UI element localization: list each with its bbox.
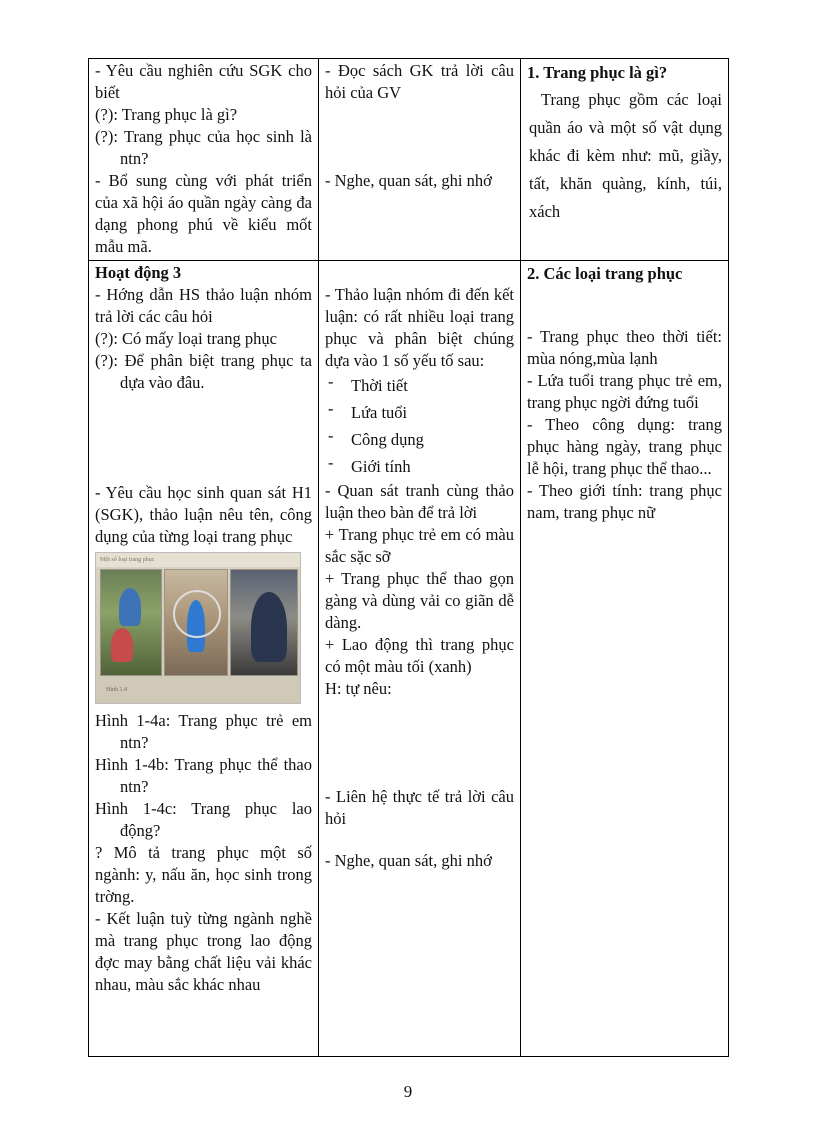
clothing-photo <box>95 552 301 704</box>
list-item: - Thời tiết <box>325 372 514 399</box>
student-text: - Quan sát tranh cùng thảo luận theo bàn để trả lời <box>325 481 514 522</box>
photo-header-strip: Một số loại trang phục <box>96 553 301 567</box>
photo-panel-children <box>100 569 162 676</box>
activity-heading: Hoạt động 3 <box>95 263 182 282</box>
table-row <box>89 261 729 1057</box>
student-text: + Lao động thì trang phục có một màu tối (xanh) <box>325 635 514 676</box>
lesson-table <box>88 58 729 1057</box>
photo-caption: Hình 1.4 <box>106 687 127 693</box>
student-text: - Nghe, quan sát, ghi nhớ <box>325 171 492 190</box>
student-cell <box>319 261 521 1057</box>
list-item: - Công dụng <box>325 426 514 453</box>
teacher-text: - Bổ sung cùng với phát triển của xã hội áo quần ngày càng đa dạng phong phú về kiểu mốt mẫu mã. <box>95 171 312 256</box>
content-item: - Trang phục theo thời tiết: mùa nóng,mùa lạnh <box>527 327 722 368</box>
student-text: H: tự nêu: <box>325 679 392 698</box>
student-text: - Đọc sách GK trả lời câu hỏi của GV <box>325 61 514 102</box>
content-cell <box>521 59 729 261</box>
teacher-question: Hình 1-4c: Trang phục lao động? <box>95 799 312 840</box>
content-item: - Theo công dụng: trang phục hàng ngày, trang phục lễ hội, trang phục thể thao... <box>527 415 722 478</box>
teacher-question: (?): Trang phục của học sinh là ntn? <box>95 127 312 168</box>
section-title: 2. Các loại trang phục <box>527 264 683 283</box>
teacher-cell <box>89 59 319 261</box>
teacher-text: - Yêu cầu học sinh quan sát H1 (SGK), thảo luận nêu tên, công dụng của từng loại trang phục <box>95 483 312 546</box>
teacher-question: Hình 1-4b: Trang phục thể thao ntn? <box>95 755 312 796</box>
student-text: + Trang phục trẻ em có màu sắc sặc sỡ <box>325 525 514 566</box>
content-cell <box>521 261 729 1057</box>
photo-panel-work <box>230 569 298 676</box>
teacher-question: (?): Trang phục là gì? <box>95 105 238 124</box>
student-text: - Nghe, quan sát, ghi nhớ <box>325 851 492 870</box>
factor-list <box>325 372 514 480</box>
section-body: Trang phục gồm các loại quần áo và một số vật dụng khác đi kèm như: mũ, giầy, tất, khăn quàng, kính, túi, xách <box>529 90 722 221</box>
student-text: + Trang phục thể thao gọn gàng và dùng vải co giãn dễ dàng. <box>325 569 514 632</box>
teacher-text: - Hớng dẫn HS thảo luận nhóm trả lời các câu hỏi <box>95 285 312 326</box>
student-cell <box>319 59 521 261</box>
teacher-question: Hình 1-4a: Trang phục trẻ em ntn? <box>95 711 312 752</box>
photo-panel-sports <box>164 569 228 676</box>
teacher-question: (?): Để phân biệt trang phục ta dựa vào đâu. <box>95 351 312 392</box>
page-number: 9 <box>403 1082 413 1101</box>
content-item: - Lứa tuổi trang phục trẻ em, trang phục ngời đứng tuổi <box>527 371 722 412</box>
teacher-cell <box>89 261 319 1057</box>
section-title: 1. Trang phục là gì? <box>527 63 668 82</box>
student-text: - Thảo luận nhóm đi đến kết luận: có rất nhiều loại trang phục và phân biệt chúng dựa vào 1 số yếu tố sau: <box>325 285 514 370</box>
teacher-question: ? Mô tả trang phục một số ngành: y, nấu ăn, học sinh trong trờng. <box>95 843 312 906</box>
student-text: - Liên hệ thực tế trả lời câu hỏi <box>325 787 514 828</box>
content-item: - Theo giới tính: trang phục nam, trang phục nữ <box>527 481 722 522</box>
list-item: - Giới tính <box>325 453 514 480</box>
table-row <box>89 59 729 261</box>
teacher-text: - Yêu cầu nghiên cứu SGK cho biết <box>95 61 312 102</box>
teacher-conclusion: - Kết luận tuỳ từng ngành nghề mà trang phục trong lao động đợc may bằng chất liệu vải khác nhau, màu sắc khác nhau <box>95 909 312 994</box>
teacher-question: (?): Có mấy loại trang phục <box>95 329 277 348</box>
list-item: - Lứa tuổi <box>325 399 514 426</box>
